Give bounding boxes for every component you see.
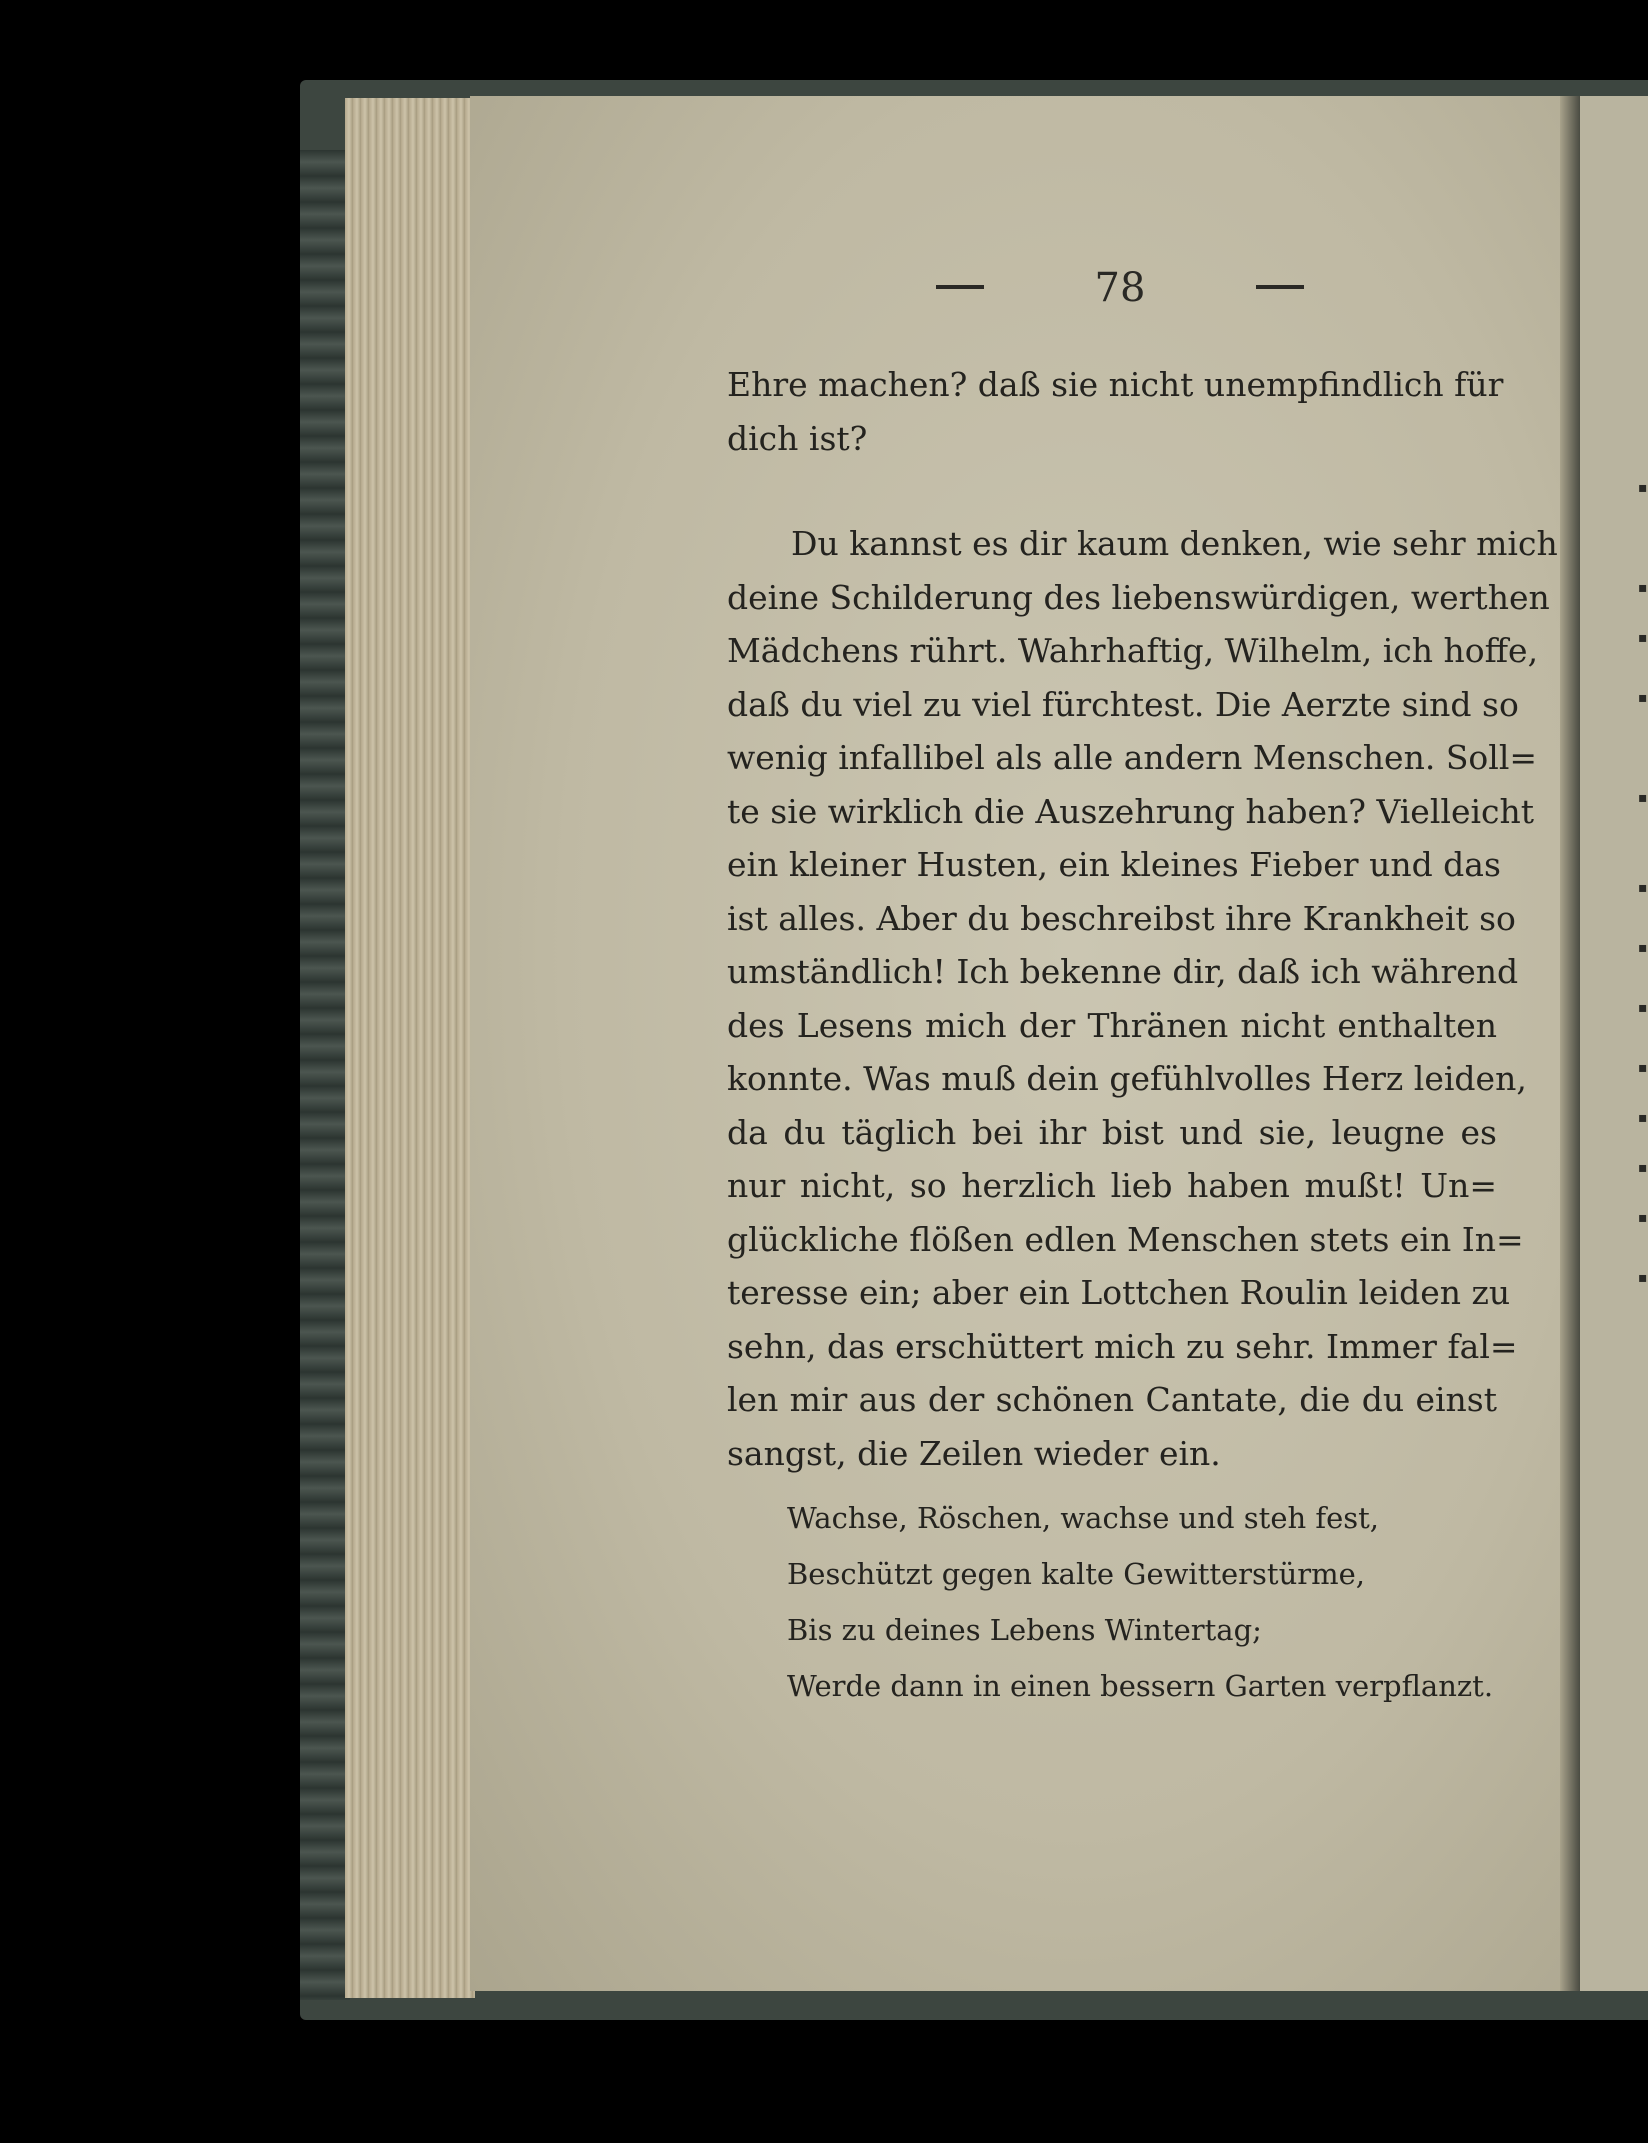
facing-page-glyph: ▪ [1638,1270,1648,1286]
facing-page-glyph: ▪ [1638,880,1648,896]
facing-page-glyph: ▪ [1638,1060,1648,1076]
facing-page-glyph: ▪ [1638,580,1648,596]
gutter-shadow [1560,96,1580,1991]
facing-page-glyph: ▪ [1638,790,1648,806]
text-line: glückliche flößen edlen Menschen stets ein In= [727,1219,1524,1259]
text-line: umständlich! Ich bekenne dir, daß ich während [727,952,1519,991]
text-line: des Lesens mich der Thränen nicht enthalten [727,1005,1497,1045]
text-line: da du täglich bei ihr bist und sie, leugne es [727,1112,1497,1152]
poem-line: Wachse, Röschen, wachse und steh fest, [787,1501,1380,1535]
text-line: Ehre machen? daß sie nicht unempfindlich für [727,365,1504,404]
facing-page-glyph: ▪ [1638,1000,1648,1016]
facing-page-glyph: ▪ [1638,690,1648,706]
text-line: daß du viel zu viel fürchtest. Die Aerzte sind so [727,684,1519,724]
page-stack-edge [345,98,475,1998]
page-header [930,265,1310,325]
facing-page-glyph: ▪ [1638,630,1648,646]
text-line: ein kleiner Husten, ein kleines Fieber und das [727,845,1501,884]
text-line: sangst, die Zeilen wieder ein. [727,1433,1221,1473]
text-line: ist alles. Aber du beschreibst ihre Krankheit so [727,898,1516,938]
cover-edge [300,150,350,2000]
header-dash-right [1256,285,1304,289]
poem-verse [787,1490,1494,1714]
poem-line: Bis zu deines Lebens Wintertag; [787,1613,1262,1647]
paragraph-gap [727,465,1497,517]
facing-page-glyph: ▪ [1638,940,1648,956]
text-line: wenig infallibel als alle andern Menschen. Soll= [727,738,1538,777]
facing-page-glyph: ▪ [1638,1160,1648,1176]
text-line: nur nicht, so herzlich lieb haben mußt! Un= [727,1166,1497,1205]
text-line: Du kannst es dir kaum denken, wie sehr mich [791,524,1558,563]
text-line: Mädchens rührt. Wahrhaftig, Wilhelm, ich hoffe, [727,631,1539,670]
poem-line: Beschützt gegen kalte Gewitterstürme, [787,1557,1365,1591]
facing-page-glyph: ▪ [1638,1210,1648,1226]
text-line: te sie wirklich die Auszehrung haben? Vielleicht [727,791,1535,831]
text-line: len mir aus der schönen Cantate, die du einst [727,1380,1497,1419]
page-number: 78 [1094,265,1146,311]
facing-page-glyph: ▪ [1638,1110,1648,1126]
text-line: konnte. Was muß dein gefühlvolles Herz leiden, [727,1059,1527,1098]
body-text [727,358,1558,1480]
text-line: dich ist? [727,418,868,458]
facing-page-glyph: ▪ [1638,480,1648,496]
text-line: teresse ein; aber ein Lottchen Roulin leiden zu [727,1273,1511,1312]
poem-line: Werde dann in einen bessern Garten verpflanzt. [787,1669,1494,1703]
facing-page-edge [1580,96,1648,1991]
text-line: sehn, das erschüttert mich zu sehr. Immer fal= [727,1326,1518,1366]
text-line: deine Schilderung des liebenswürdigen, werthen [727,577,1550,617]
